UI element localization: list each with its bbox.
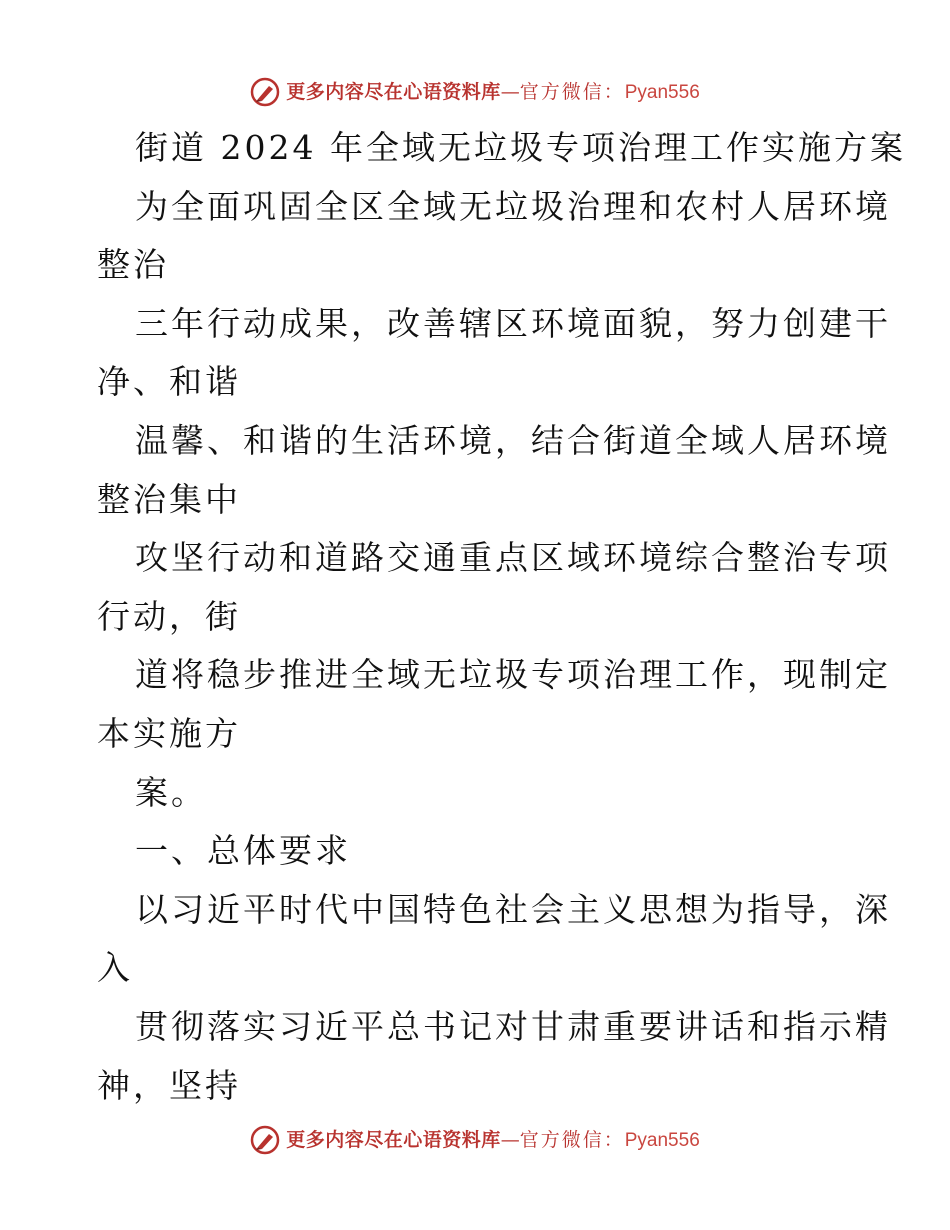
document-title: 街道 2024 年全域无垃圾专项治理工作实施方案 [135, 128, 906, 167]
watermark-wechat-id: Pyan556 [624, 81, 700, 103]
text-line: 本实施方 [97, 713, 241, 753]
text-line: 整治 [97, 245, 169, 285]
watermark-separator: — [500, 1128, 520, 1151]
text-line: 行动，街 [97, 596, 241, 636]
watermark-wechat-label: 官方微信： [519, 1128, 625, 1151]
text-line: 贯彻落实习近平总书记对甘肃重要讲话和指示精 [135, 1006, 891, 1046]
watermark-site-text: 更多内容尽在心语资料库 [286, 1128, 501, 1151]
text-line: 攻坚行动和道路交通重点区域环境综合整治专项 [135, 538, 891, 578]
text-line: 整治集中 [97, 479, 241, 519]
text-line: 入 [97, 948, 133, 988]
watermark-site-text: 更多内容尽在心语资料库 [286, 80, 501, 103]
text-line: 案。 [135, 772, 207, 812]
text-line: 净、和谐 [97, 362, 241, 402]
text-line: 道将稳步推进全域无垃圾专项治理工作，现制定 [135, 655, 891, 695]
watermark-wechat-id: Pyan556 [624, 1129, 700, 1151]
text-line: 为全面巩固全区全域无垃圾治理和农村人居环境 [135, 186, 891, 226]
pen-logo-icon [250, 77, 280, 107]
pen-logo-icon [250, 1125, 280, 1155]
watermark-wechat-label: 官方微信： [519, 80, 625, 103]
section-heading: 一、总体要求 [135, 831, 351, 871]
text-line: 温馨、和谐的生活环境，结合街道全域人居环境 [135, 420, 891, 460]
footer-watermark [0, 1118, 950, 1162]
text-line: 神，坚持 [97, 1065, 241, 1105]
text-line: 以习近平时代中国特色社会主义思想为指导，深 [135, 889, 891, 929]
text-line: 三年行动成果，改善辖区环境面貌，努力创建干 [135, 303, 891, 343]
watermark-separator: — [500, 80, 520, 103]
document-body [97, 119, 906, 1115]
header-watermark [0, 70, 950, 114]
